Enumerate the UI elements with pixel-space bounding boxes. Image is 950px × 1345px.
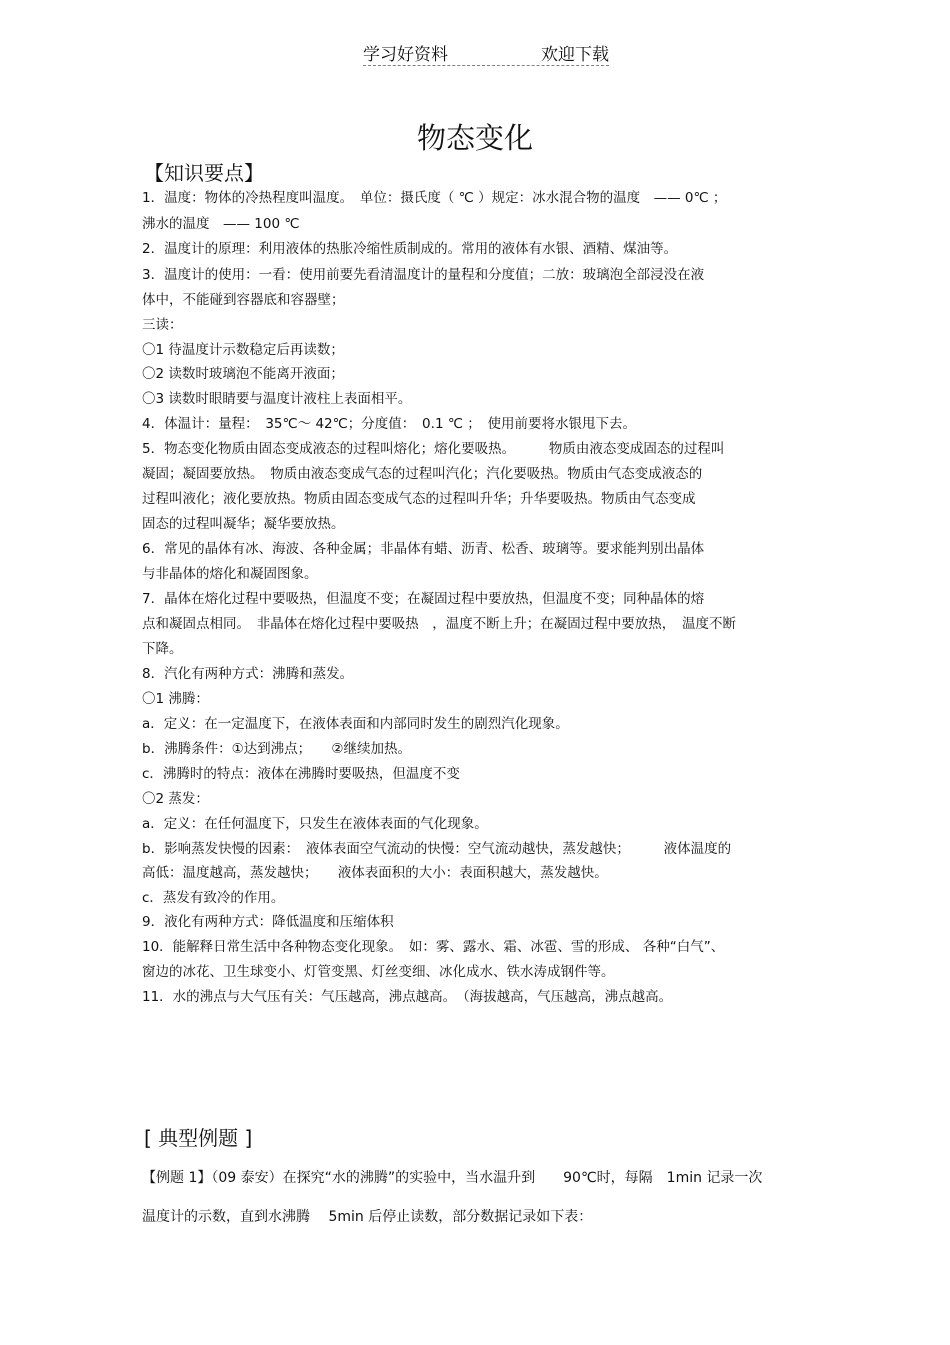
knowledge-line: 9．液化有两种方式：降低温度和压缩体积 (142, 914, 394, 930)
header-right-text: 欢迎下载 (541, 45, 609, 65)
knowledge-line: c．蒸发有致冷的作用。 (142, 890, 285, 906)
knowledge-line: a．定义：在任何温度下，只发生在液体表面的气化现象。 (142, 816, 488, 832)
knowledge-line: 2．温度计的原理：利用液体的热胀冷缩性质制成的。常用的液体有水银、酒精、煤油等。 (142, 241, 678, 257)
knowledge-line: 与非晶体的熔化和凝固图象。 (142, 566, 318, 582)
knowledge-line: 1．温度：物体的冷热程度叫温度。 单位：摄氏度（ ℃ ）规定：冰水混合物的温度 —— 0℃ ； (142, 190, 727, 206)
knowledge-line: 〇2 蒸发： (142, 791, 209, 807)
knowledge-line: 3．温度计的使用：一看：使用前要先看清温度计的量程和分度值；二放：玻璃泡全部浸没在液 (142, 267, 705, 283)
knowledge-line: b．影响蒸发快慢的因素： 液体表面空气流动的快慢：空气流动越快，蒸发越快； 液体温度的 (142, 841, 732, 857)
knowledge-line: 8．汽化有两种方式：沸腾和蒸发。 (142, 666, 354, 682)
knowledge-line: 三读： (142, 317, 183, 333)
knowledge-heading: 【知识要点】 (144, 161, 264, 185)
knowledge-line: c．沸腾时的特点：液体在沸腾时要吸热，但温度不变 (142, 766, 460, 782)
page-header (363, 40, 609, 66)
knowledge-line: 〇3 读数时眼睛要与温度计液柱上表面相平。 (142, 391, 412, 407)
knowledge-line: 高低：温度越高，蒸发越快； 液体表面积的大小：表面积越大，蒸发越快。 (142, 865, 608, 881)
knowledge-line: 凝固；凝固要放热。 物质由液态变成气态的过程叫汽化；汽化要吸热。物质由气态变成液态的 (142, 466, 703, 482)
knowledge-line: 〇1 沸腾： (142, 691, 209, 707)
knowledge-line: 下降。 (142, 641, 183, 657)
example-line: 【例题 1】（09 泰安）在探究“水的沸腾”的实验中，当水温升到 90℃时，每隔 1min 记录一次 (142, 1170, 763, 1186)
page-title: 物态变化 (416, 121, 533, 155)
knowledge-line: 固态的过程叫凝华；凝华要放热。 (142, 516, 345, 532)
header-left-text: 学习好资料 (363, 45, 448, 65)
knowledge-line: 6．常见的晶体有冰、海波、各种金属；非晶体有蜡、沥青、松香、玻璃等。要求能判别出晶体 (142, 541, 705, 557)
knowledge-line: 〇2 读数时玻璃泡不能离开液面； (142, 366, 344, 382)
knowledge-line: 10．能解释日常生活中各种物态变化现象。 如：雾、露水、霜、冰雹、雪的形成、 各种“白气”、 (142, 939, 725, 955)
knowledge-line: 体中，不能碰到容器底和容器壁； (142, 292, 345, 308)
knowledge-line: 窗边的冰花、卫生球变小、灯管变黑、灯丝变细、冰化成水、铁水涛成钢件等。 (142, 964, 615, 980)
example-line: 温度计的示数，直到水沸腾 5min 后停止读数，部分数据记录如下表： (142, 1209, 593, 1225)
knowledge-line: 11．水的沸点与大气压有关：气压越高，沸点越高。 （海拔越高，气压越高，沸点越高。 (142, 989, 673, 1005)
knowledge-line: 沸水的温度 —— 100 ℃ (142, 216, 300, 232)
knowledge-line: 点和凝固点相同。 非晶体在熔化过程中要吸热 ，温度不断上升；在凝固过程中要放热， 温度不断 (142, 616, 736, 632)
knowledge-line: 7．晶体在熔化过程中要吸热，但温度不变；在凝固过程中要放热，但温度不变；同种晶体的熔 (142, 591, 705, 607)
knowledge-line: 4．体温计：量程： 35℃～ 42℃；分度值： 0.1 ℃ ； 使用前要将水银甩下去。 (142, 416, 637, 432)
knowledge-line: 5．物态变化物质由固态变成液态的过程叫熔化；熔化要吸热。 物质由液态变成固态的过程叫 (142, 441, 725, 457)
knowledge-line: a．定义：在一定温度下，在液体表面和内部同时发生的剧烈汽化现象。 (142, 716, 569, 732)
examples-heading: [ 典型例题 ] (144, 1126, 253, 1150)
knowledge-line: 过程叫液化；液化要放热。物质由固态变成气态的过程叫升华；升华要吸热。物质由气态变成 (142, 491, 696, 507)
knowledge-line: 〇1 待温度计示数稳定后再读数； (142, 342, 344, 358)
knowledge-line: b．沸腾条件：①达到沸点； ②继续加热。 (142, 741, 412, 757)
